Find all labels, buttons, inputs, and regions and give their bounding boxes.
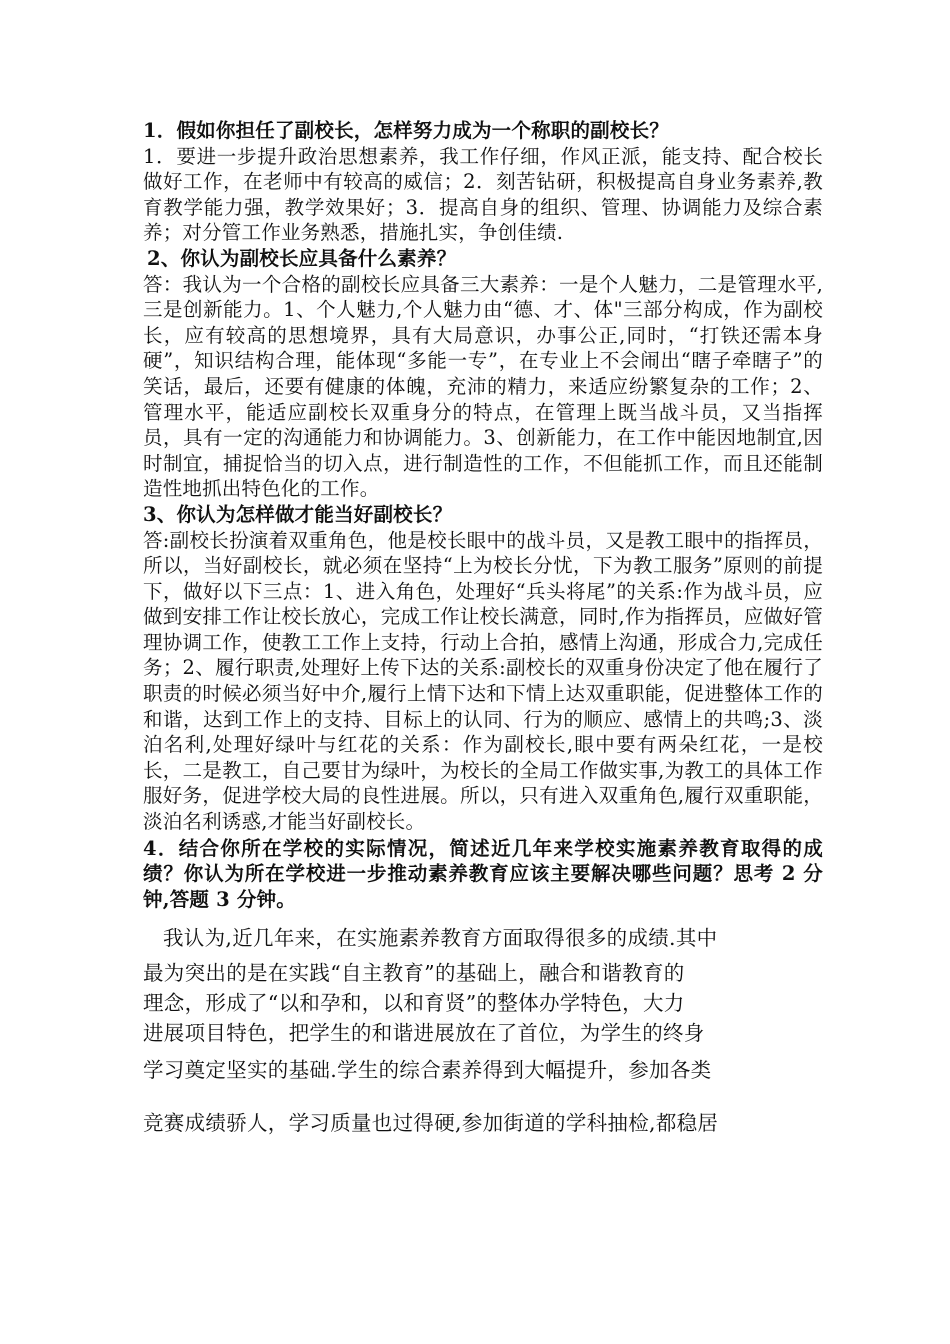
answer-4-line: 竞赛成绩骄人，学习质量也过得硬,参加街道的学科抽检,都稳居 (143, 1111, 719, 1136)
answer-4-line: 最为突出的是在实践“自主教育”的基础上，融合和谐教育的 (143, 961, 685, 986)
answer-2-paragraph: 答：我认为一个合格的副校长应具备三大素养：一是个人魅力，二是管理水平,三是创新能力。1、个人魅力,个人魅力由“德、才、体"三部分构成，作为副校长，应有较高的思想境界，具有大局意识，办事公正,同时，“打铁还需本身硬”，知识结构合理，能体现“多能一专”，在专业上不会闹出“瞎子牵瞎子”的笑话，最后，还要有健康的体魄，充沛的精力，来适应纷繁复杂的工作；2、管理水平，能适应副校长双重身分的特点，在管理上既当战斗员，又当指挥员，具有一定的沟通能力和协调能力。3、创新能力，在工作中能因地制宜,因时制宜，捕捉恰当的切入点，进行制造性的工作，不但能抓工作，而且还能制造性地抓出特色化的工作。 (143, 272, 823, 501)
question-1-heading: 1．假如你担任了副校长，怎样努力成为一个称职的副校长？ (143, 119, 669, 142)
answer-4-line: 学习奠定坚实的基础.学生的综合素养得到大幅提升，参加各类 (143, 1058, 712, 1083)
question-2-heading: 2、你认为副校长应具备什么素养？ (147, 246, 457, 270)
answer-4-line: 我认为,近几年来，在实施素养教育方面取得很多的成绩.其中 (163, 926, 718, 951)
question-4-heading: 4．结合你所在学校的实际情况，简述近几年来学校实施素养教育取得的成绩？你认为所在学校进一步推动素养教育应该主要解决哪些问题？思考 2 分钟,答题 3 分钟。 (143, 836, 823, 911)
answer-4-line: 进展项目特色，把学生的和谐进展放在了首位，为学生的终身 (143, 1021, 705, 1046)
question-3-heading: 3、你认为怎样做才能当好副校长？ (143, 502, 453, 526)
document-body (143, 118, 823, 1154)
answer-4-line: 理念，形成了“以和孕和，以和育贤”的整体办学特色，大力 (143, 991, 685, 1016)
answer-1-paragraph: 1．要进一步提升政治思想素养，我工作仔细，作风正派，能支持、配合校长做好工作，在老师中有较高的威信；2．刻苦钻研，积极提高自身业务素养,教育教学能力强，教学效果好；3．提高自身的组织、管理、协调能力及综合素养；对分管工作业务熟悉，措施扎实，争创佳绩. (143, 144, 823, 245)
answer-3-paragraph: 答:副校长扮演着双重角色，他是校长眼中的战斗员，又是教工眼中的指挥员，所以，当好副校长，就必须在坚持“上为校长分忧，下为教工服务”原则的前提下，做好以下三点：1、进入角色，处理好“兵头将尾”的关系:作为战斗员，应做到安排工作让校长放心，完成工作让校长满意，同时,作为指挥员，应做好管理协调工作，使教工工作上支持，行动上合拍，感情上沟通，形成合力,完成任务；2、履行职责,处理好上传下达的关系:副校长的双重身份决定了他在履行了职责的时候必须当好中介,履行上情下达和下情上达双重职能，促进整体工作的和谐，达到工作上的支持、目标上的认同、行为的顺应、感情上的共鸣;3、淡泊名利,处理好绿叶与红花的关系：作为副校长,眼中要有两朵红花，一是校长，二是教工，自己要甘为绿叶，为校长的全局工作做实事,为教工的具体工作服好务，促进学校大局的良性进展。所以，只有进入双重角色,履行双重职能，淡泊名利诱惑,才能当好副校长。 (143, 528, 823, 834)
